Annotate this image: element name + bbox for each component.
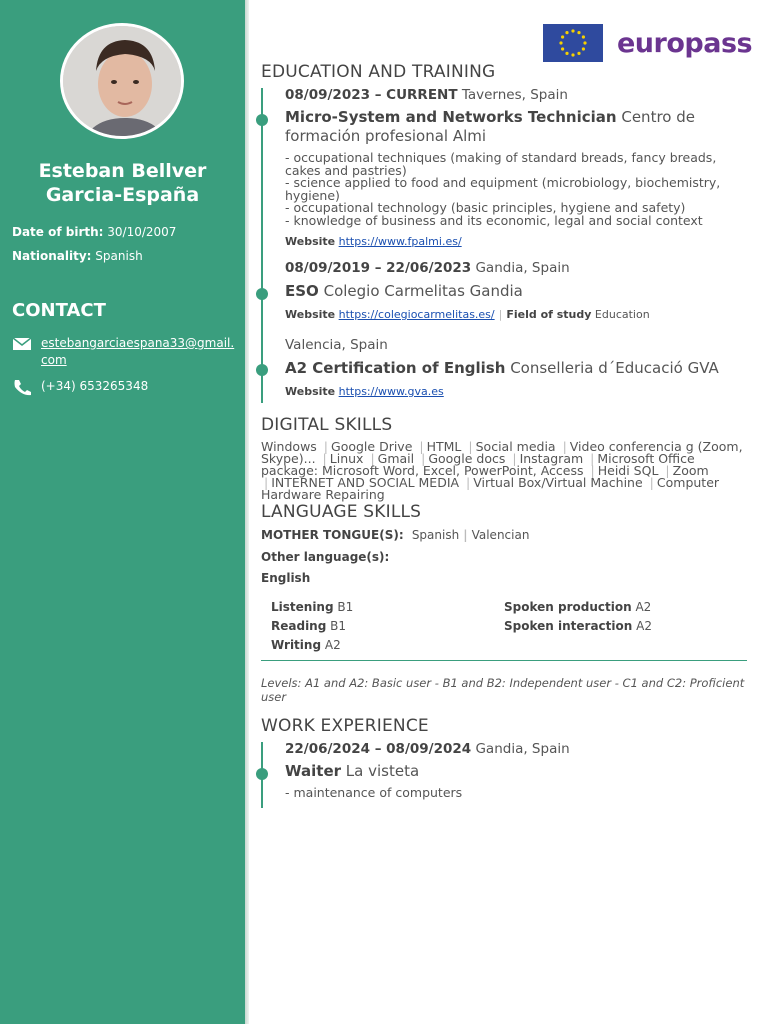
education-timeline bbox=[261, 88, 263, 403]
skill-separator: | bbox=[323, 439, 329, 454]
europass-logo bbox=[543, 23, 753, 63]
work-experience-title: WORK EXPERIENCE bbox=[261, 716, 429, 736]
work-entry: 22/06/2024 – 08/09/2024 Gandia, Spain Waiter La visteta - maintenance of computers bbox=[285, 741, 570, 800]
timeline-dot bbox=[256, 364, 268, 376]
contact-email[interactable] bbox=[12, 335, 234, 369]
eu-flag-icon bbox=[543, 24, 603, 62]
digital-skill: Google docs bbox=[428, 451, 506, 466]
contact-phone: (+34) 653265348 bbox=[12, 378, 148, 396]
skill-separator: | bbox=[590, 451, 595, 466]
digital-skill: Linux bbox=[329, 451, 364, 466]
digital-skill: Virtual Box/Virtual Machine bbox=[473, 475, 643, 490]
other-languages-label: Other language(s): bbox=[261, 550, 390, 564]
website-link[interactable]: https://colegiocarmelitas.es/ bbox=[338, 308, 495, 321]
reading: Reading B1 bbox=[271, 619, 347, 633]
skill-separator: | bbox=[370, 451, 375, 466]
skill-separator: | bbox=[264, 475, 269, 490]
timeline-dot bbox=[256, 288, 268, 300]
digital-skill: Instagram bbox=[519, 451, 584, 466]
writing: Writing A2 bbox=[271, 638, 341, 652]
spoken-interaction: Spoken interaction A2 bbox=[504, 619, 652, 633]
digital-skill: Video conferencia g (Zoom, Skype)... bbox=[261, 439, 743, 466]
digital-skill: Microsoft Office package: Microsoft Word, Excel, PowerPoint, Access bbox=[261, 451, 695, 478]
envelope-icon bbox=[12, 335, 34, 353]
skill-separator: | bbox=[466, 475, 471, 490]
digital-skill: Zoom bbox=[672, 463, 709, 478]
timeline-dot bbox=[256, 768, 268, 780]
skill-separator: | bbox=[512, 451, 517, 466]
skill-separator: | bbox=[562, 439, 567, 454]
nationality: Nationality: Spanish bbox=[12, 249, 143, 263]
digital-skill: Social media bbox=[475, 439, 556, 454]
other-language-name: English bbox=[261, 571, 311, 585]
skill-separator: | bbox=[590, 463, 595, 478]
digital-skill: Gmail bbox=[377, 451, 415, 466]
education-title: EDUCATION AND TRAINING bbox=[261, 62, 496, 82]
sidebar-edge bbox=[245, 0, 249, 1024]
profile-photo bbox=[60, 23, 184, 139]
skill-separator: | bbox=[649, 475, 654, 490]
language-skills-title: LANGUAGE SKILLS bbox=[261, 502, 422, 522]
listening: Listening B1 bbox=[271, 600, 354, 614]
contact-title: CONTACT bbox=[12, 300, 106, 321]
education-entry-3: Valencia, Spain A2 Certification of English Conselleria d´Educació GVA Website https://www.gva.es bbox=[285, 337, 719, 398]
website-link[interactable]: https://www.gva.es bbox=[338, 385, 444, 398]
divider bbox=[261, 660, 747, 661]
timeline-dot bbox=[256, 114, 268, 126]
skill-separator: | bbox=[419, 439, 424, 454]
education-entry-2: 08/09/2019 – 22/06/2023 Gandia, Spain ESO Colegio Carmelitas Gandia Website https://colegiocarmelitas.es/ | Field of study Education bbox=[285, 260, 650, 321]
digital-skill: HTML bbox=[426, 439, 462, 454]
skill-separator: | bbox=[322, 451, 327, 466]
levels-note: Levels: A1 and A2: Basic user - B1 and B2: Independent user - C1 and C2: Proficient user bbox=[261, 676, 745, 704]
digital-skills-list bbox=[261, 441, 749, 501]
digital-skill: Google Drive bbox=[331, 439, 413, 454]
email-link[interactable]: estebangarciaespana33@gmail. com bbox=[41, 336, 235, 367]
skill-separator: | bbox=[468, 439, 473, 454]
website-link[interactable]: https://www.fpalmi.es/ bbox=[338, 235, 462, 248]
digital-skill: Computer Hardware Repairing bbox=[261, 475, 720, 502]
digital-skills-title: DIGITAL SKILLS bbox=[261, 415, 393, 435]
skill-separator: | bbox=[665, 463, 670, 478]
digital-skill: Windows bbox=[261, 439, 317, 454]
education-entry-1: 08/09/2023 – CURRENT Tavernes, Spain Micro-System and Networks Technician Centro de formación profesional Almi - occupational techniques (making of standard breads, fancy breads, cakes and pastries) - science applied to food and equipment (microbiology, biochemistry, hygiene) - occupational technology (basic principles, hygiene and safety) - knowledge of business and its economic, legal and social context Website https://www.fpalmi.es/ bbox=[285, 87, 721, 248]
sidebar bbox=[0, 0, 245, 1024]
skill-separator: | bbox=[421, 451, 426, 466]
full-name: Esteban Bellver Garcia-España bbox=[38, 160, 207, 206]
europass-wordmark: europass bbox=[617, 27, 753, 59]
spoken-production: Spoken production A2 bbox=[504, 600, 652, 614]
mother-tongue: MOTHER TONGUE(S): Spanish | Valencian bbox=[261, 528, 530, 542]
digital-skill: INTERNET AND SOCIAL MEDIA bbox=[271, 475, 460, 490]
date-of-birth: Date of birth: 30/10/2007 bbox=[12, 225, 177, 239]
digital-skill: Heidi SQL bbox=[597, 463, 659, 478]
phone-icon bbox=[12, 378, 34, 396]
